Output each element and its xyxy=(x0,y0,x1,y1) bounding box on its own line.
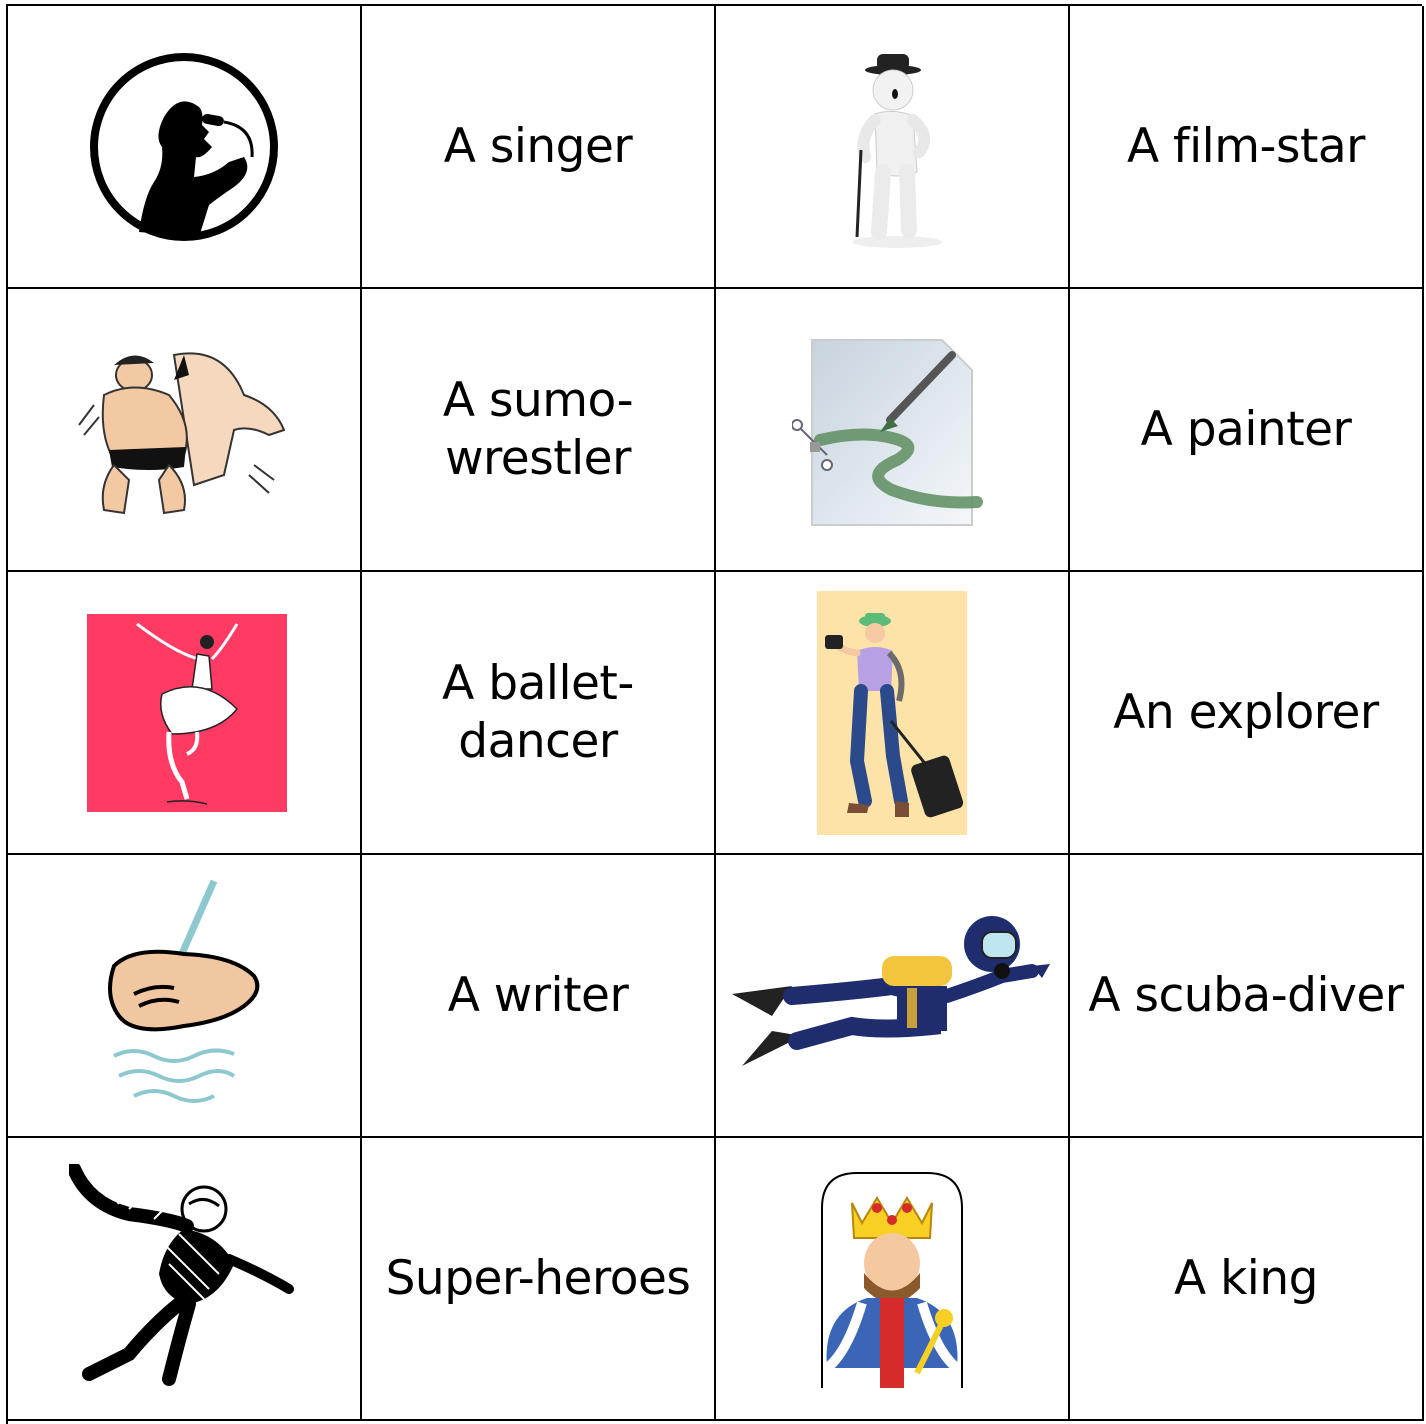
card-label: An explorer xyxy=(1113,684,1379,740)
card-label: A singer xyxy=(443,118,633,174)
label-cell-singer xyxy=(362,6,716,289)
king-card-icon xyxy=(802,1168,982,1390)
scuba-diver-icon xyxy=(732,916,1052,1076)
card-label: A ballet- dancer xyxy=(442,655,634,769)
card-label: A scuba-diver xyxy=(1088,967,1404,1023)
singer-silhouette-icon xyxy=(84,47,284,247)
label-cell-sumo xyxy=(362,289,716,572)
picture-cell-king xyxy=(716,1138,1070,1421)
card-label: A film-star xyxy=(1126,118,1366,174)
traveller-with-suitcase-icon xyxy=(817,591,967,835)
picture-cell-singer xyxy=(8,6,362,289)
paint-brush-document-icon xyxy=(792,330,992,530)
picture-cell-film-star xyxy=(716,6,1070,289)
ballerina-icon xyxy=(87,614,287,812)
card-label: A king xyxy=(1174,1250,1318,1306)
label-cell-superhero xyxy=(362,1138,716,1421)
sumo-wrestlers-icon xyxy=(74,335,294,525)
picture-cell-painter xyxy=(716,289,1070,572)
label-cell-film-star xyxy=(1070,6,1424,289)
picture-cell-superhero xyxy=(8,1138,362,1421)
label-cell-painter xyxy=(1070,289,1424,572)
label-cell-king xyxy=(1070,1138,1424,1421)
label-cell-diver xyxy=(1070,855,1424,1138)
card-label: A painter xyxy=(1140,401,1352,457)
card-label: A writer xyxy=(447,967,629,1023)
picture-cell-diver xyxy=(716,855,1070,1138)
picture-cell-writer xyxy=(8,855,362,1138)
card-label: A sumo- wrestler xyxy=(442,372,634,486)
label-cell-ballet xyxy=(362,572,716,855)
spider-hero-icon xyxy=(69,1164,299,1394)
label-cell-writer xyxy=(362,855,716,1138)
picture-cell-explorer xyxy=(716,572,1070,855)
film-star-figure-icon xyxy=(837,42,947,252)
picture-cell-ballet xyxy=(8,572,362,855)
card-label: Super-heroes xyxy=(385,1250,691,1306)
label-cell-explorer xyxy=(1070,572,1424,855)
writing-hand-icon xyxy=(94,876,274,1116)
picture-cell-sumo xyxy=(8,289,362,572)
flashcard-grid xyxy=(6,4,1422,1424)
